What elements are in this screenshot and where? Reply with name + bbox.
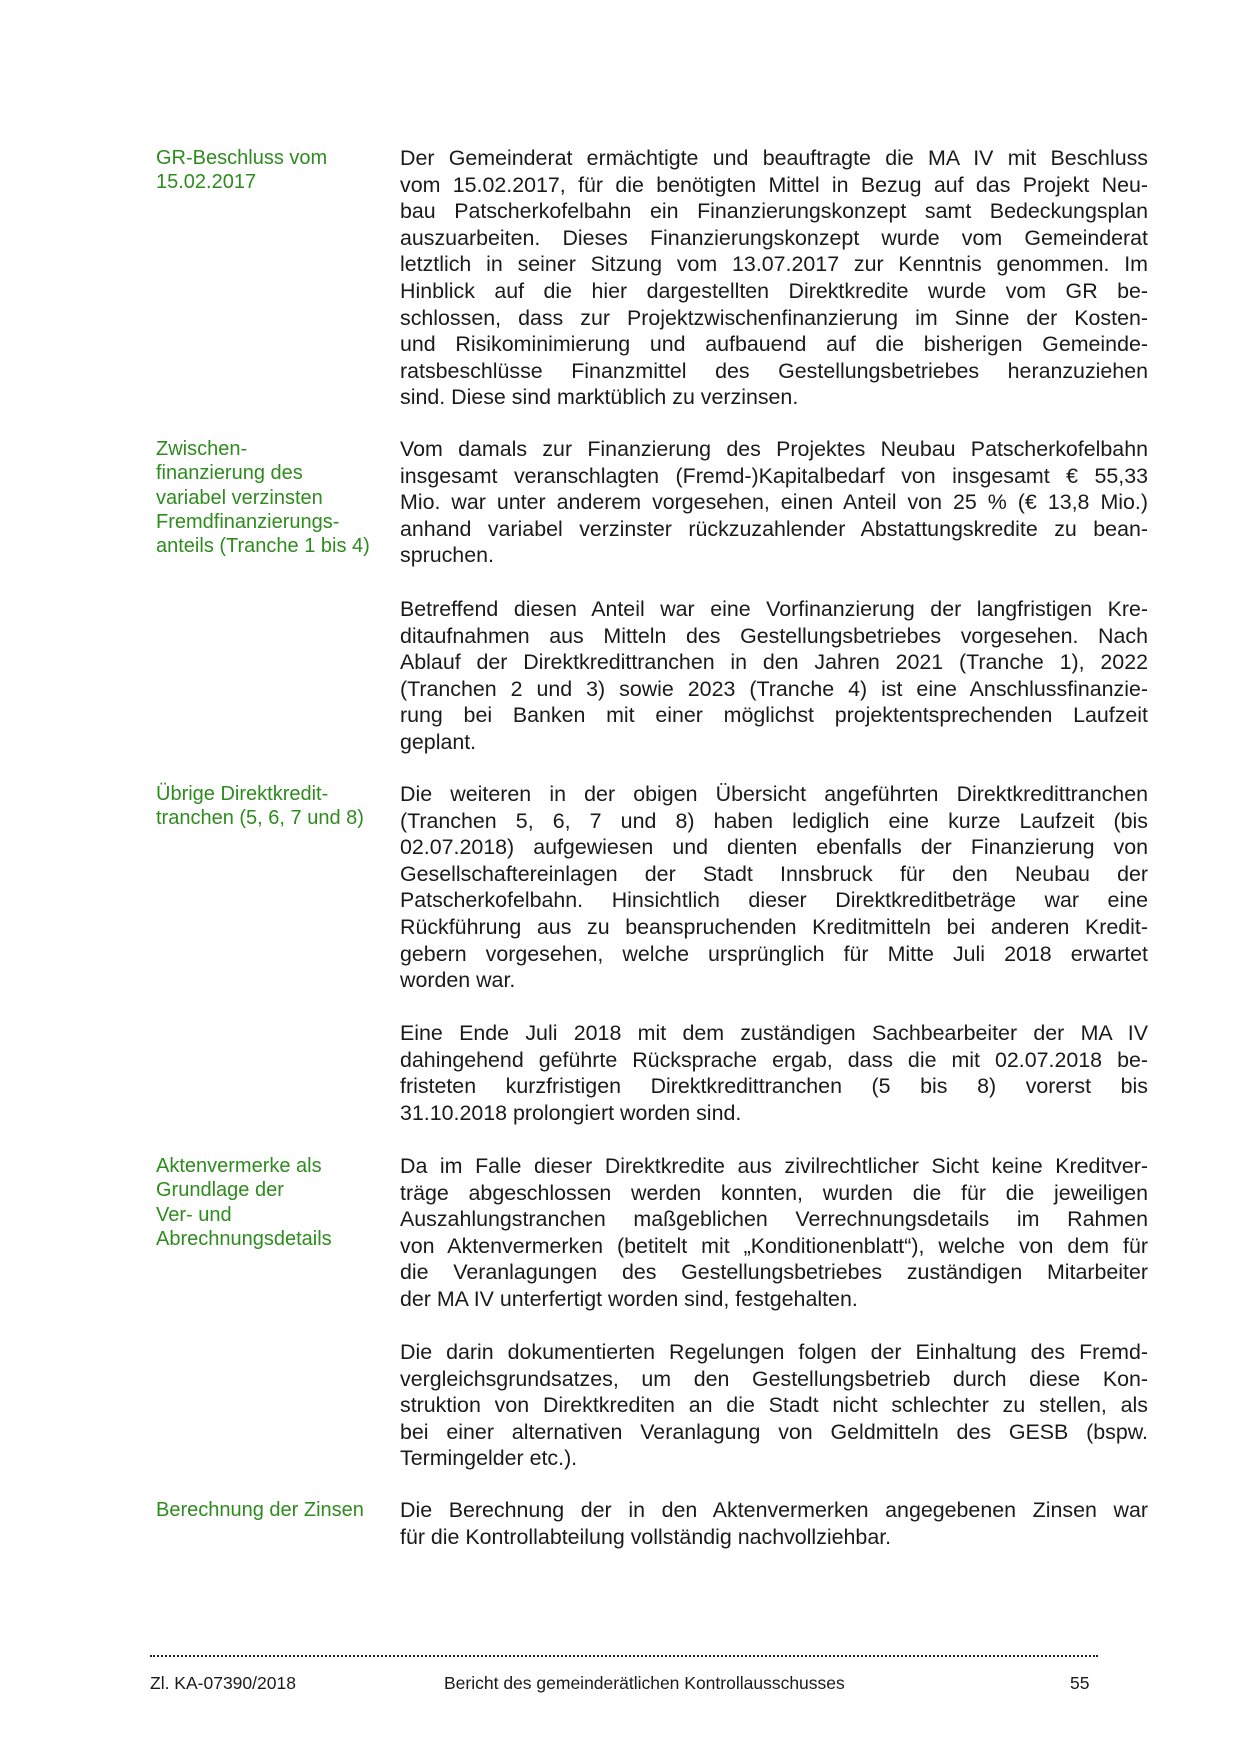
paragraph: Eine Ende Juli 2018 mit dem zuständigen Sachbearbeiter der MA IV dahingehend geführte Rücksprache ergab, dass die mit 02.07.2018 be- fristeten kurzfristigen Direktkredittranchen (5 bis 8) vorerst bis 31.10.2018 prolongiert worden sind. bbox=[400, 1021, 1148, 1125]
paragraph: Vom damals zur Finanzierung des Projektes Neubau Patscherkofelbahn insgesamt veranschlagten (Fremd-)Kapitalbedarf von insgesamt € 55,33 Mio. war unter anderem vorgesehen, einen Anteil von 25 % (€ 13,8 Mio.) anhand variabel verzinster rückzuzahlender Abstattungskredite zu bean- spruchen. bbox=[400, 437, 1148, 568]
page-number: 55 bbox=[1070, 1673, 1090, 1693]
margin-heading: Zwischen- finanzierung des variabel verzinsten Fremdfinanzierungs- anteils (Tranche 1 bis 4) bbox=[156, 438, 370, 558]
paragraph: Da im Falle dieser Direktkredite aus zivilrechtlicher Sicht keine Kreditver- träge abgeschlossen werden konnten, wurden die für die jeweiligen Auszahlungstranchen maßgeblichen Verrechnungsdetails im Rahmen von Aktenvermerken (betitelt mit „Konditionenblatt“), welche von dem für die Veranlagungen des Gestellungsbetriebes zuständigen Mitarbeiter der MA IV unterfertigt worden sind, festgehalten. bbox=[400, 1154, 1148, 1311]
footer-title: Bericht des gemeinderätlichen Kontrollausschusses bbox=[444, 1673, 845, 1693]
footer-divider bbox=[150, 1655, 1098, 1657]
footer-reference: Zl. KA-07390/2018 bbox=[150, 1673, 296, 1693]
paragraph: Die darin dokumentierten Regelungen folgen der Einhaltung des Fremd- vergleichsgrundsatzes, um den Gestellungsbetrieb durch diese Kon- struktion von Direktkrediten an die Stadt nicht schlechter zu stellen, als bei einer alternativen Veranlagung von Geldmitteln des GESB (bspw. Termingelder etc.). bbox=[400, 1340, 1148, 1471]
margin-heading: GR-Beschluss vom 15.02.2017 bbox=[156, 147, 328, 194]
paragraph: Die Berechnung der in den Aktenvermerken angegebenen Zinsen war für die Kontrollabteilung vollständig nachvollziehbar. bbox=[400, 1498, 1148, 1549]
paragraph: Der Gemeinderat ermächtigte und beauftragte die MA IV mit Beschluss vom 15.02.2017, für die benötigten Mittel in Bezug auf das Projekt Neu- bau Patscherkofelbahn ein Finanzierungskonzept samt Bedeckungsplan auszuarbeiten. Dieses Finanzierungskonzept wurde vom Gemeinderat letztlich in seiner Sitzung vom 13.07.2017 zur Kenntnis genommen. Im Hinblick auf die hier dargestellten Direktkredite wurde vom GR be- schlossen, dass zur Projektzwischenfinanzierung im Sinne der Kosten- und Risikominimierung und aufbauend auf die bisherigen Gemeinde- ratsbeschlüsse Finanzmittel des Gestellungsbetriebes heranzuziehen sind. Diese sind marktüblich zu verzinsen. bbox=[400, 146, 1148, 410]
margin-heading: Aktenvermerke als Grundlage der Ver- und Abrechnungsdetails bbox=[156, 1155, 332, 1250]
paragraph: Die weiteren in der obigen Übersicht angeführten Direktkredittranchen (Tranchen 5, 6, 7 und 8) haben lediglich eine kurze Laufzeit (bis 02.07.2018) aufgewiesen und dienten ebenfalls der Finanzierung von Gesellschaftereinlagen der Stadt Innsbruck für den Neubau der Patscherkofelbahn. Hinsichtlich dieser Direktkreditbeträge war eine Rückführung aus zu beanspruchenden Kreditmitteln bei anderen Kredit- gebern vorgesehen, welche ursprünglich für Mitte Juli 2018 erwartet worden war. bbox=[400, 782, 1148, 993]
margin-heading: Berechnung der Zinsen bbox=[156, 1499, 364, 1521]
paragraph: Betreffend diesen Anteil war eine Vorfinanzierung der langfristigen Kre- ditaufnahmen aus Mitteln des Gestellungsbetriebes vorgesehen. Nach Ablauf der Direktkredittranchen in den Jahren 2021 (Tranche 1), 2022 (Tranchen 2 und 3) sowie 2023 (Tranche 4) ist eine Anschlussfinanzie- rung bei Banken mit einer möglichst projektentsprechenden Laufzeit geplant. bbox=[400, 597, 1148, 754]
margin-heading: Übrige Direktkredit- tranchen (5, 6, 7 und 8) bbox=[156, 783, 364, 830]
